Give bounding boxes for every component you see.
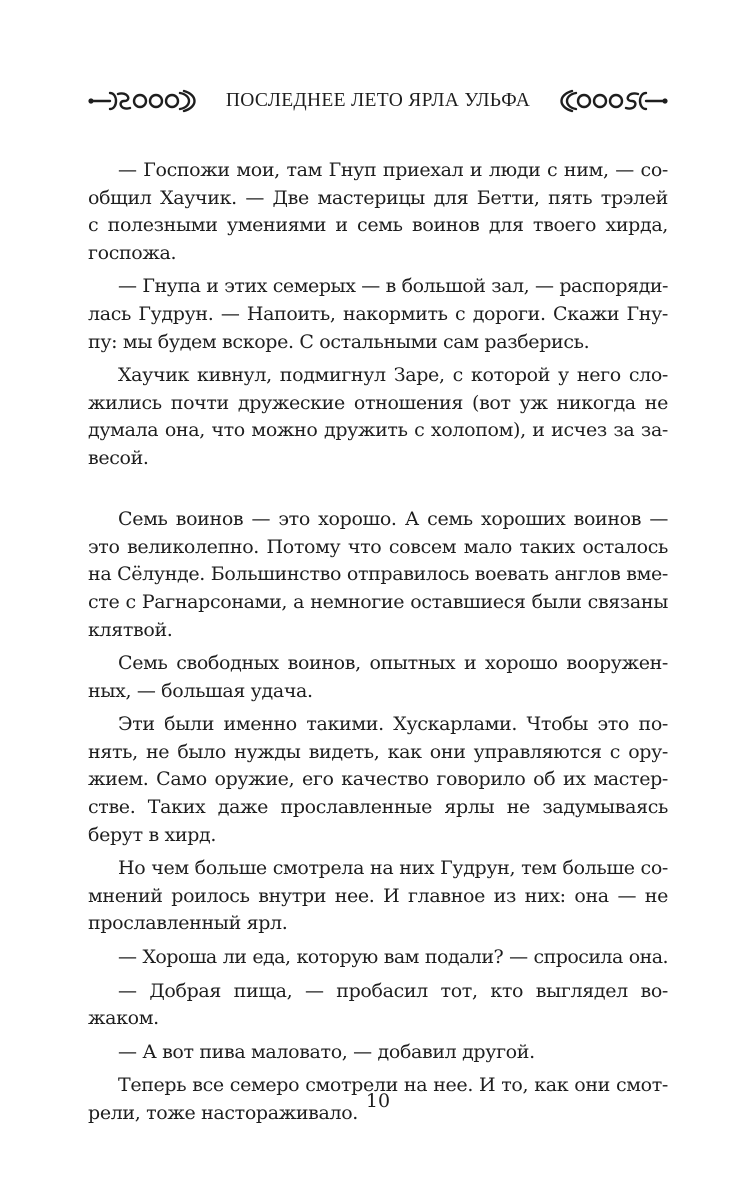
- text-line: жились почти дружеские отношения (вот уж никогда не: [88, 391, 668, 414]
- text-line: берут в хирд.: [88, 823, 217, 846]
- text-line: общил Хаучик. — Две мастерицы для Бетти, пять трэлей: [88, 186, 668, 209]
- text-line: Семь воинов — это хорошо. А семь хороших воинов —: [118, 508, 668, 531]
- text-line: Хаучик кивнул, подмигнул Заре, с которой у него сло-: [118, 364, 668, 387]
- text-line: сте с Рагнарсонами, а немногие оставшиеся были связаны: [88, 590, 668, 613]
- text-line: клятвой.: [88, 618, 173, 641]
- text-line: — Гнупа и этих семерых — в большой зал, — распоряди-: [118, 275, 668, 298]
- text-line: — Госпожи мои, там Гнуп приехал и люди с ним, — со-: [118, 159, 668, 181]
- text-line: пу: мы будем вскоре. С остальными сам разберись.: [88, 330, 590, 353]
- page-number: 10: [365, 1090, 391, 1112]
- text-line: — Добрая пища, — пробасил тот, кто выглядел во-: [118, 979, 668, 1002]
- right-ornament-icon: [556, 87, 668, 115]
- text-line: — А вот пива маловато, — добавил другой.: [118, 1040, 535, 1063]
- text-line: стве. Таких даже прославленные ярлы не задумываясь: [88, 796, 668, 819]
- text-line: весой.: [88, 446, 149, 469]
- text-line: Эти были именно такими. Хускарлами. Чтобы это по-: [118, 713, 668, 736]
- text-line: — Хороша ли еда, которую вам подали? — спросила она.: [118, 946, 668, 969]
- text-line: госпожа.: [88, 241, 177, 264]
- body-text: [88, 157, 668, 1128]
- text-line: прославленный ярл.: [88, 912, 288, 935]
- text-line: лась Гудрун. — Напоить, накормить с дороги. Скажи Гну-: [88, 302, 668, 325]
- text-line: нять, не было нужды видеть, как они управляются с ору-: [88, 740, 668, 763]
- text-line: Семь свободных воинов, опытных и хорошо вооружен-: [118, 652, 668, 675]
- text-line: жием. Само оружие, его качество говорило об их мастер-: [88, 768, 668, 791]
- text-line: мнений роилось внутри нее. И главное из них: она — не: [88, 884, 668, 907]
- text-line: Но чем больше смотрела на них Гудрун, тем больше со-: [118, 857, 668, 880]
- text-line: с полезными умениями и семь воинов для твоего хирда,: [88, 214, 668, 237]
- text-line: рели, тоже настораживало.: [88, 1102, 358, 1124]
- text-line: на Сёлунде. Большинство отправилось воевать англов вме-: [88, 563, 668, 586]
- text-line: ных, — большая удача.: [88, 679, 313, 702]
- text-line: Теперь все семеро смотрели на нее. И то, как они смот-: [118, 1074, 668, 1097]
- running-header: [88, 84, 668, 118]
- header-title: ПОСЛЕДНЕЕ ЛЕТО ЯРЛА УЛЬФА: [225, 90, 531, 111]
- section-break: [88, 473, 668, 501]
- text-line: жаком.: [88, 1007, 159, 1030]
- text-line: это великолепно. Потому что совсем мало таких осталось: [88, 535, 668, 558]
- text-line: думала она, что можно дружить с холопом), и исчез за за-: [88, 419, 668, 442]
